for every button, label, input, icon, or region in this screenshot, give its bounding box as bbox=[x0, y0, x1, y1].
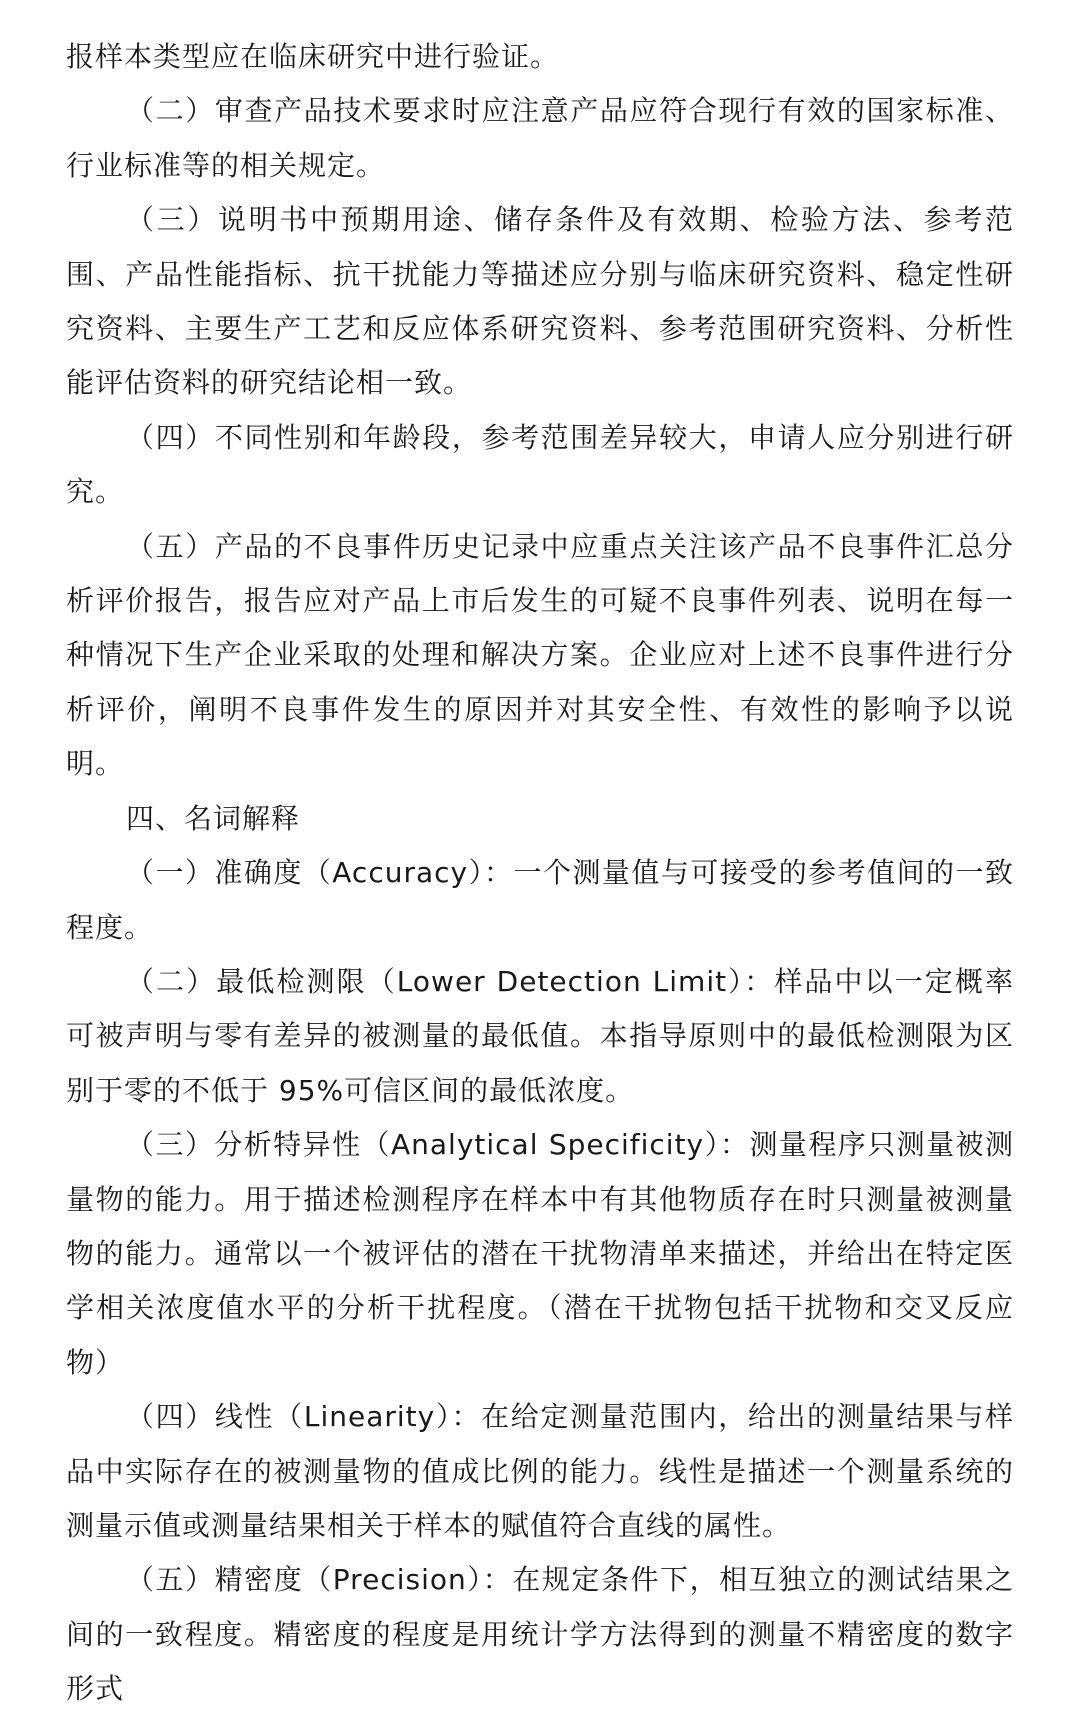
paragraph-continuation: 报样本类型应在临床研究中进行验证。 bbox=[66, 40, 560, 73]
paragraph-review-2: （二）审查产品技术要求时应注意产品应符合现行有效的国家标准、行业标准等的相关规定。 bbox=[66, 94, 1014, 182]
definition-lower-detection-limit: （二）最低检测限（Lower Detection Limit）：样品中以一定概率可被声明与零有差异的被测量的最低值。本指导原则中的最低检测限为区别于零的不低于 95%可信区间的最低浓度。 bbox=[66, 964, 1014, 1107]
definition-precision: （五）精密度（Precision）：在规定条件下，相互独立的测试结果之间的一致程度。精密度的程度是用统计学方法得到的测量不精密度的数字形式 bbox=[66, 1563, 1014, 1706]
definition-linearity: （四）线性（Linearity）：在给定测量范围内，给出的测量结果与样品中实际存在的被测量物的值成比例的能力。线性是描述一个测量系统的测量示值或测量结果相关于样本的赋值符合直线的属性。 bbox=[66, 1400, 1014, 1542]
paragraph-review-3: （三）说明书中预期用途、储存条件及有效期、检验方法、参考范围、产品性能指标、抗干扰能力等描述应分别与临床研究资料、稳定性研究资料、主要生产工艺和反应体系研究资料、参考范围研究资料、分析性能评估资料的研究结论相一致。 bbox=[66, 203, 1014, 400]
paragraph-review-4: （四）不同性别和年龄段，参考范围差异较大，申请人应分别进行研究。 bbox=[66, 420, 1014, 509]
paragraph-review-5: （五）产品的不良事件历史记录中应重点关注该产品不良事件汇总分析评价报告，报告应对产品上市后发生的可疑不良事件列表、说明在每一种情况下生产企业采取的处理和解决方案。企业应对上述不良事件进行分析评价，阐明不良事件发生的原因并对其安全性、有效性的影响予以说明。 bbox=[66, 529, 1014, 781]
section-heading-definitions: 四、名词解释 bbox=[126, 801, 301, 835]
definition-accuracy: （一）准确度（Accuracy）：一个测量值与可接受的参考值间的一致程度。 bbox=[66, 856, 1014, 944]
definition-analytical-specificity: （三）分析特异性（Analytical Specificity）：测量程序只测量被测量物的能力。用于描述检测程序在样本中有其他物质存在时只测量被测量物的能力。通常以一个被评估的潜在干扰物清单来描述，并给出在特定医学相关浓度值水平的分析干扰程度。（潜在干扰物包括干扰物和交叉反应物） bbox=[66, 1128, 1014, 1379]
